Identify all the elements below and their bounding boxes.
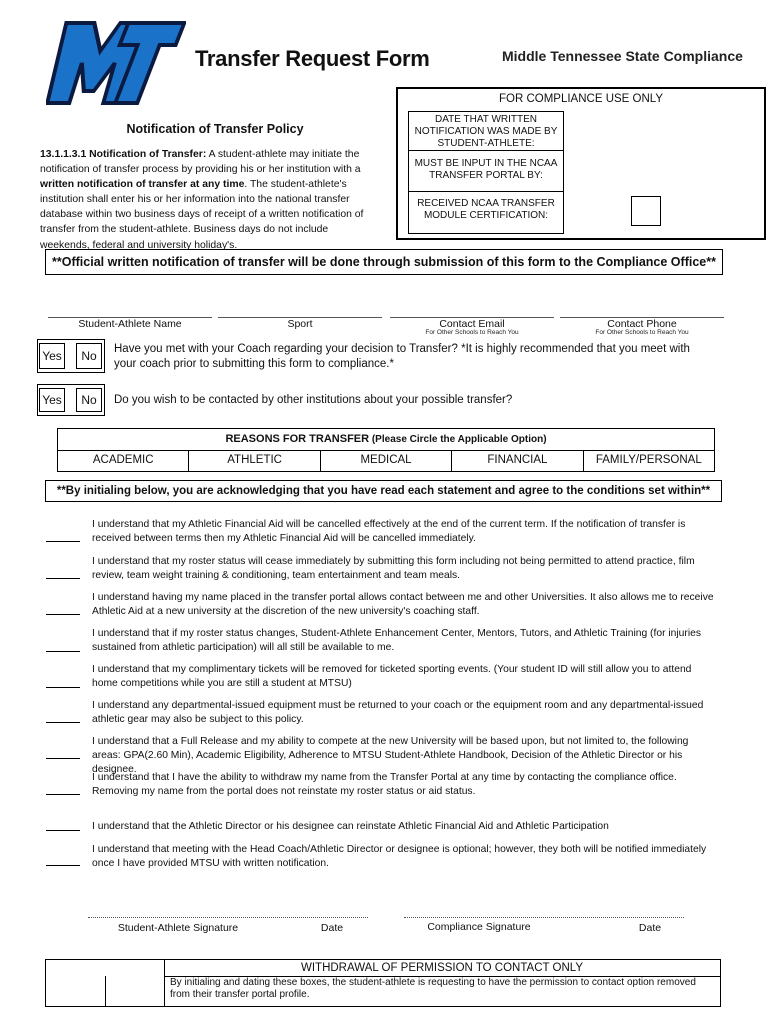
reasons-note: (Please Circle the Applicable Option) [369, 434, 547, 445]
initial-line[interactable] [46, 865, 80, 866]
initial-line[interactable] [46, 578, 80, 579]
withdrawal-date-box[interactable] [105, 976, 165, 1006]
reasons-heading [58, 429, 714, 451]
mtsu-logo [46, 15, 186, 111]
question-contact: Do you wish to be contacted by other institutions about your possible transfer? [114, 394, 513, 406]
statement: I understand any departmental-issued equipment must be returned to your coach or the equipment room and any departmental-issued athletic gear may also be subject to this policy. [92, 700, 704, 725]
name-label: Student-Athlete Name [78, 318, 182, 330]
reason-medical[interactable]: MEDICAL [321, 450, 452, 471]
reason-academic[interactable]: ACADEMIC [58, 450, 189, 471]
phone-label: Contact Phone [607, 318, 677, 330]
withdrawal-divider [164, 960, 165, 1006]
statement: I understand that my roster status will cease immediately by submitting this form including not being permitted to attend practice, film review, team weight training & conditioning, team entertainment and team meals. [92, 556, 695, 581]
initial-line[interactable] [46, 541, 80, 542]
student-signature-label: Student-Athlete Signature [117, 922, 239, 934]
email-label: Contact Email [439, 318, 505, 330]
reasons-title: REASONS FOR TRANSFER [225, 433, 370, 445]
statement: I understand that I have the ability to withdraw my name from the Transfer Portal at any time by contacting the compliance office. Removing my name from the portal does not reinstate my roster status or aid status. [92, 772, 677, 797]
phone-sublabel: For Other Schools to Reach You [595, 329, 689, 336]
initial-line[interactable] [46, 830, 80, 831]
withdrawal-box [45, 959, 721, 1007]
compliance-heading: FOR COMPLIANCE USE ONLY [498, 93, 663, 105]
compliance-signature-label: Compliance Signature [427, 921, 531, 933]
date-label: Date [320, 922, 344, 934]
yes-box[interactable]: Yes [39, 343, 65, 369]
statement: I understand that a Full Release and my ability to compete at the new University will be based upon, but not limited to, the following areas: GPA(2.60 Min), Academic Eligibility, Adherence to MTSU Student-Athlete Handbook, Decision of the Athletic Director or his designee. [92, 736, 689, 775]
withdrawal-initial-box[interactable] [46, 976, 106, 1006]
statement: I understand that my complimentary tickets will be removed for ticketed sporting events. (Your student ID will still allow you to attend home competitions while you are still a student at MTSU) [92, 664, 692, 689]
compliance-signature-line[interactable] [404, 917, 684, 918]
email-sublabel: For Other Schools to Reach You [425, 329, 519, 336]
statement: I understand that the Athletic Director or his designee can reinstate Athletic Financial Aid and Athletic Participation [92, 821, 609, 832]
policy-bold: written notification of transfer at any time [40, 179, 245, 191]
initial-line[interactable] [46, 758, 80, 759]
withdrawal-text: By initialing and dating these boxes, the student-athlete is requesting to have the permission to contact option removed from their transfer portal profile. [170, 977, 696, 1000]
reason-financial[interactable]: FINANCIAL [452, 450, 583, 471]
initial-line[interactable] [46, 687, 80, 688]
statement: I understand that if my roster status changes, Student-Athlete Enhancement Center, Mentors, Tutors, and Athletic Training (for injuries sustained from athletic participation) will all still be available to me. [92, 628, 701, 653]
reasons-table [57, 428, 715, 472]
policy-lead: 13.1.1.3.1 Notification of Transfer: [40, 149, 207, 160]
date-label: Date [638, 922, 662, 934]
yes-box[interactable]: Yes [39, 388, 65, 412]
form-title: Transfer Request Form [195, 46, 430, 71]
certification-checkbox[interactable] [631, 196, 661, 226]
reason-family-personal[interactable]: FAMILY/PERSONAL [595, 454, 702, 466]
policy-title: Notification of Transfer Policy [126, 122, 304, 136]
compliance-row: DATE THAT WRITTEN NOTIFICATION WAS MADE BY STUDENT-ATHLETE: [409, 114, 563, 151]
initial-line[interactable] [46, 722, 80, 723]
policy-text [40, 147, 365, 253]
compliance-table [408, 111, 564, 234]
no-box[interactable]: No [76, 388, 102, 412]
compliance-use-box [396, 87, 766, 240]
reason-athletic[interactable]: ATHLETIC [189, 450, 320, 471]
organization-name: Middle Tennessee State Compliance [502, 48, 743, 64]
compliance-row: MUST BE INPUT IN THE NCAA TRANSFER PORTAL BY: [409, 150, 563, 192]
statement: I understand having my name placed in the transfer portal allows contact between me and other Universities. It also allows me to receive Athletic Aid at a new university at the discretion of the new university's coaching staff. [92, 592, 714, 617]
initial-line[interactable] [46, 614, 80, 615]
policy-text-2: . The student-athlete's institution shall enter his or her information into the national transfer database within two business days of receipt of a written notification of transfer from the student-athlete. Business days do not include weekends, federal and university holiday's. [40, 179, 364, 251]
compliance-row: RECEIVED NCAA TRANSFER MODULE CERTIFICATION: [417, 198, 555, 221]
question-coach: Have you met with your Coach regarding your decision to Transfer? *It is highly recommended that you meet with your coach prior to submitting this form to compliance.* [114, 343, 690, 370]
official-notice: **Official written notification of transfer will be done through submission of this form to the Compliance Office** [45, 249, 723, 275]
policy-text-1: A student-athlete may initiate the notification of transfer process by providing his or her institution with a [40, 149, 361, 176]
initial-line[interactable] [46, 651, 80, 652]
statement: I understand that my Athletic Financial Aid will be cancelled effectively at the end of the current term. If the notification of transfer is received between terms then my Athletic Financial Aid will be cancelled immediately. [92, 519, 686, 544]
sport-label: Sport [287, 318, 313, 330]
withdrawal-heading: WITHDRAWAL OF PERMISSION TO CONTACT ONLY [164, 960, 720, 977]
no-box[interactable]: No [76, 343, 102, 369]
student-signature-line[interactable] [88, 917, 368, 918]
initial-line[interactable] [46, 794, 80, 795]
statement: I understand that meeting with the Head Coach/Athletic Director or designee is optional; however, they both will be notified immediately once I have provided MTSU with written notification. [92, 844, 707, 869]
initial-notice: **By initialing below, you are acknowledging that you have read each statement and agree to the conditions set within** [45, 480, 722, 502]
